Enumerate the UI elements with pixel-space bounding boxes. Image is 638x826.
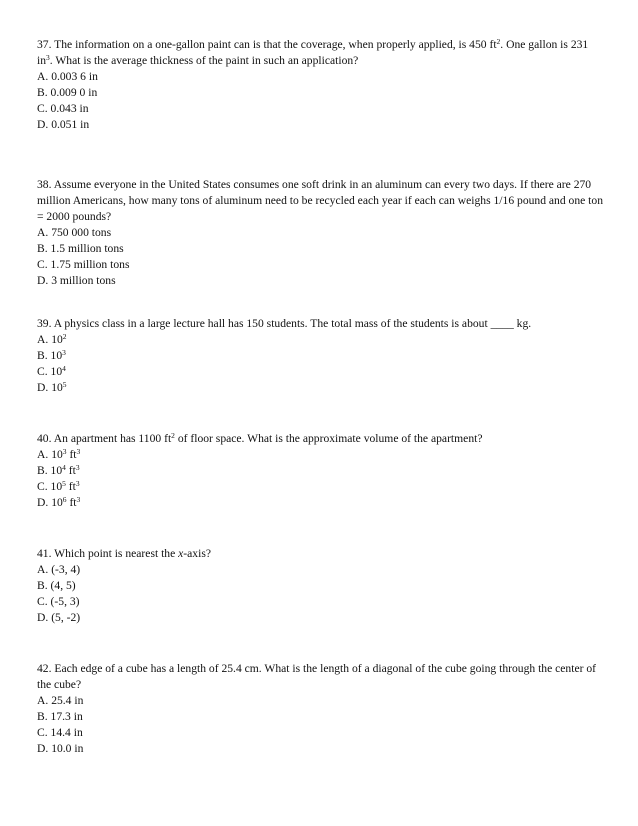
choice-a <box>37 69 603 85</box>
choice-exponent: 5 <box>62 479 66 488</box>
choice-label: C. <box>37 480 48 493</box>
choice-label: A. <box>37 448 49 461</box>
question-40 <box>37 431 603 511</box>
choice-text: (5, -2) <box>51 611 81 624</box>
choice-c <box>37 101 603 117</box>
choice-c <box>37 594 603 610</box>
stem-superscript: 2 <box>496 37 501 46</box>
question-37-stem <box>37 37 603 69</box>
choice-unit-exponent: 3 <box>76 495 81 504</box>
choice-d <box>37 610 603 626</box>
choice-unit: ft <box>69 448 77 461</box>
choice-d <box>37 117 603 133</box>
choice-text: (-5, 3) <box>50 595 80 608</box>
stem-superscript: 2 <box>171 431 175 440</box>
choice-d <box>37 273 603 289</box>
choice-label: C. <box>37 595 48 608</box>
choice-label: A. <box>37 70 49 83</box>
choice-unit: ft <box>69 496 77 509</box>
question-42-stem: 42. Each edge of a cube has a length of 25.4 cm. What is the length of a diagonal of the cube going through the center of the cube? <box>37 662 597 691</box>
choice-text: 14.4 in <box>50 726 83 739</box>
choice-exponent: 6 <box>62 495 67 504</box>
question-39-stem: 39. A physics class in a large lecture hall has 150 students. The total mass of the students is about ____ kg. <box>37 317 532 330</box>
choice-label: B. <box>37 242 48 255</box>
choice-unit: ft <box>68 480 76 493</box>
choice-base: 10 <box>50 464 63 477</box>
choice-d <box>37 380 603 396</box>
choice-text: 1.5 million tons <box>50 242 124 255</box>
choice-label: D. <box>37 496 49 509</box>
stem-text: 40. An apartment has 1100 ft <box>37 432 172 445</box>
choice-label: D. <box>37 611 49 624</box>
choice-text: 25.4 in <box>51 694 84 707</box>
choice-base: 10 <box>51 381 63 394</box>
choice-label: A. <box>37 333 49 346</box>
choice-a <box>37 447 603 463</box>
choice-exponent: 3 <box>62 348 66 357</box>
choice-label: C. <box>37 726 48 739</box>
stem-superscript: 3 <box>46 53 50 62</box>
choice-exponent: 2 <box>62 332 67 341</box>
stem-text: 37. The information on a one-gallon paint can is that the coverage, when properly applied, is 450 ft <box>37 38 497 51</box>
choice-a <box>37 332 603 348</box>
choice-text: 0.043 in <box>50 102 89 115</box>
question-41-stem <box>37 546 603 562</box>
choice-unit-exponent: 3 <box>76 447 81 456</box>
choice-base: 10 <box>51 496 63 509</box>
question-37 <box>37 37 603 133</box>
choice-c <box>37 257 603 273</box>
choice-b <box>37 241 603 257</box>
choice-base: 10 <box>51 448 63 461</box>
choice-a <box>37 562 603 578</box>
choice-label: A. <box>37 563 49 576</box>
stem-text: of floor space. What is the approximate volume of the apartment? <box>174 432 483 445</box>
choice-text: 17.3 in <box>50 710 83 723</box>
choice-b <box>37 578 603 594</box>
choice-c <box>37 479 603 495</box>
choice-text: (4, 5) <box>50 579 76 592</box>
choice-label: D. <box>37 381 49 394</box>
choice-base: 10 <box>50 365 63 378</box>
choice-label: D. <box>37 118 49 131</box>
choice-base: 10 <box>50 480 63 493</box>
choice-b <box>37 348 603 364</box>
choice-label: C. <box>37 102 48 115</box>
question-41 <box>37 546 603 626</box>
question-38 <box>37 177 603 289</box>
choice-unit-exponent: 3 <box>75 479 80 488</box>
choice-exponent: 3 <box>62 447 67 456</box>
choice-a <box>37 693 603 709</box>
choice-text: (-3, 4) <box>51 563 81 576</box>
choice-b <box>37 463 603 479</box>
choice-d <box>37 741 603 757</box>
choice-unit: ft <box>68 464 76 477</box>
question-38-stem: 38. Assume everyone in the United States consumes one soft drink in an aluminum can every two days. If there are 270 million Americans, how many tons of aluminum need to be recycled each year if each can weighs 1/16 pound and one ton = 2000 pounds? <box>37 178 603 223</box>
choice-d <box>37 495 603 511</box>
question-39 <box>37 316 603 396</box>
choice-label: B. <box>37 464 48 477</box>
choice-base: 10 <box>50 349 63 362</box>
choice-unit-exponent: 3 <box>75 463 80 472</box>
choice-label: B. <box>37 349 48 362</box>
choice-c <box>37 725 603 741</box>
choice-text: 1.75 million tons <box>50 258 130 271</box>
choice-text: 750 000 tons <box>51 226 112 239</box>
stem-text: 41. Which point is nearest the <box>37 547 179 560</box>
choice-c <box>37 364 603 380</box>
choice-text: 0.003 6 in <box>51 70 98 83</box>
choice-b <box>37 85 603 101</box>
choice-label: A. <box>37 226 49 239</box>
question-42 <box>37 661 603 757</box>
choice-exponent: 4 <box>62 463 66 472</box>
stem-text: -axis? <box>183 547 211 560</box>
choice-label: D. <box>37 274 49 287</box>
choice-label: D. <box>37 742 49 755</box>
choice-label: A. <box>37 694 49 707</box>
choice-text: 3 million tons <box>51 274 116 287</box>
choice-label: B. <box>37 579 48 592</box>
choice-exponent: 5 <box>62 380 67 389</box>
choice-text: 10.0 in <box>51 742 84 755</box>
choice-label: B. <box>37 86 48 99</box>
choice-label: B. <box>37 710 48 723</box>
stem-italic-variable: x <box>178 547 184 560</box>
choice-label: C. <box>37 258 48 271</box>
choice-a <box>37 225 603 241</box>
choice-b <box>37 709 603 725</box>
stem-text: . What is the average thickness of the paint in such an application? <box>49 54 359 67</box>
choice-label: C. <box>37 365 48 378</box>
choice-text: 0.009 0 in <box>50 86 98 99</box>
stem-text: . One gallon is 231 in <box>37 38 589 67</box>
choice-exponent: 4 <box>62 364 66 373</box>
question-40-stem <box>37 431 603 447</box>
choice-base: 10 <box>51 333 63 346</box>
choice-text: 0.051 in <box>51 118 90 131</box>
